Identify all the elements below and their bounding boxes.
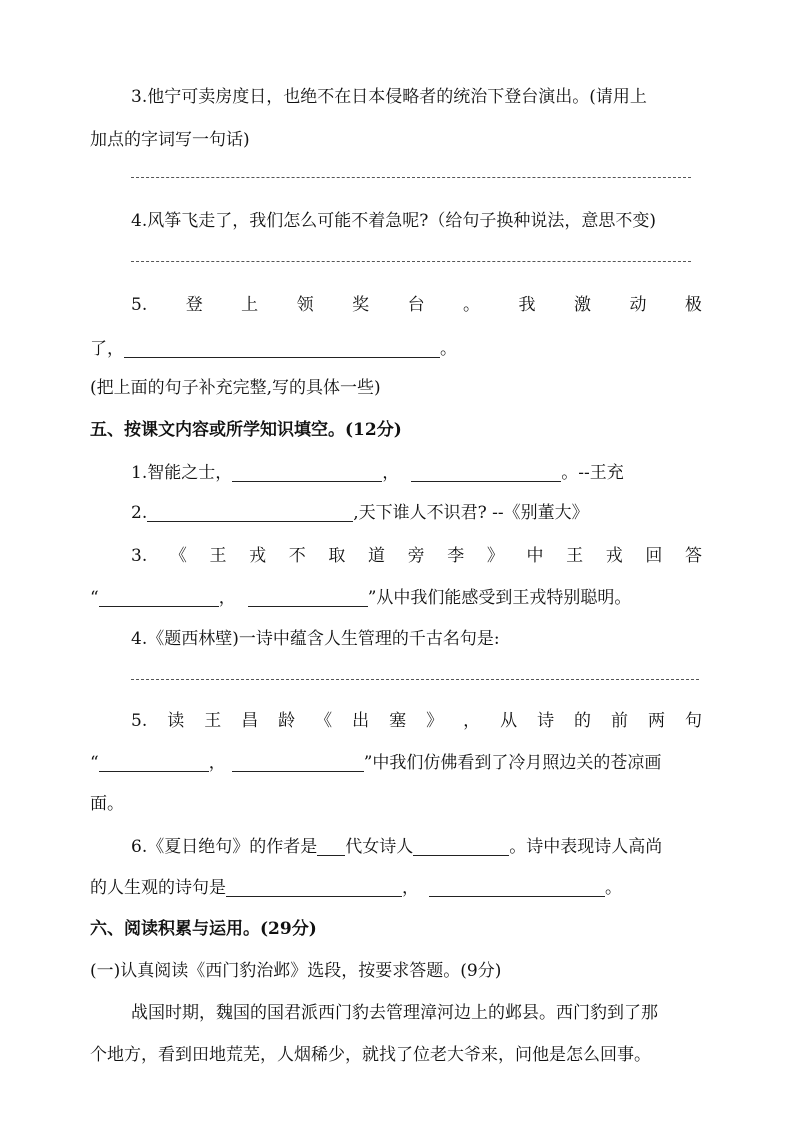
passage-line1: 战国时期，魏国的国君派西门豹去管理漳河边上的邺县。西门豹到了那	[131, 1003, 658, 1023]
s5-i6-blank-a[interactable]	[317, 837, 345, 856]
s5-item4: 4.《题西林壁)一诗中蕴含人生管理的千古名句是:	[131, 629, 500, 649]
q5-blank[interactable]	[124, 339, 440, 358]
s5-i3-blank-a[interactable]	[99, 588, 219, 607]
q5-char: 动	[629, 295, 647, 315]
q3-line2: 加点的字词写一句话)	[90, 130, 250, 150]
section6-title: 六、阅读积累与运用。(29分)	[90, 919, 317, 939]
q5-char: 5.	[131, 295, 148, 315]
s5-item1: 1.智能之士， ， 。--王充	[131, 463, 624, 483]
s5-i1-blank-a[interactable]	[232, 463, 382, 482]
q4-text: 4.风筝飞走了，我们怎么可能不着急呢?（给句子换种说法，意思不变)	[131, 211, 656, 231]
s5-i6-blank-b[interactable]	[413, 837, 509, 856]
passage-line2: 个地方，看到田地荒芜，人烟稀少，就找了位老大爷来，问他是怎么回事。	[90, 1045, 651, 1065]
s5-i3-blank-b[interactable]	[248, 588, 368, 607]
q5-char: 登	[185, 295, 203, 315]
q5-char: 领	[296, 295, 314, 315]
q5-note: (把上面的句子补充完整,写的具体一些)	[90, 378, 381, 398]
section5-title: 五、按课文内容或所学知识填空。(12分)	[90, 420, 402, 440]
section6-subtitle: (一)认真阅读《西门豹治邺》选段，按要求答题。(9分)	[90, 961, 502, 981]
s5-i4-answer-line[interactable]	[131, 679, 699, 680]
s5-item2: 2. ,天下谁人不识君? --《别董大》	[131, 503, 589, 523]
s5-item3-line2: “ ， ”从中我们能感受到王戎特别聪明。	[90, 588, 632, 608]
q5-char: 我	[518, 295, 536, 315]
q5-sentence	[131, 293, 702, 317]
q5-char: 台	[407, 295, 425, 315]
s5-i5-blank-b[interactable]	[232, 753, 364, 772]
q5-char: 奖	[352, 295, 370, 315]
q5-char: 极	[684, 295, 702, 315]
s5-i6-blank-d[interactable]	[429, 878, 605, 897]
s5-i2-blank[interactable]	[147, 503, 353, 522]
q5-char: 。	[463, 295, 481, 315]
q4-answer-line[interactable]	[131, 261, 691, 262]
s5-i1-blank-b[interactable]	[411, 463, 561, 482]
s5-i5-blank-a[interactable]	[99, 753, 209, 772]
s5-item5-line1: 5. 读 王 昌 龄 《 出 塞 》 ， 从 诗 的 前 两 句	[131, 711, 702, 731]
q3-answer-line[interactable]	[131, 177, 691, 178]
q3-line1: 3.他宁可卖房度日，也绝不在日本侵略者的统治下登台演出。(请用上	[131, 87, 647, 107]
s5-item5-line2: “ ， ”中我们仿佛看到了冷月照边关的苍凉画	[90, 753, 662, 773]
q5-char: 激	[573, 295, 591, 315]
s5-i6-blank-c[interactable]	[226, 878, 402, 897]
q5-char: 上	[241, 295, 259, 315]
s5-item6-line2: 的人生观的诗句是 ， 。	[90, 878, 622, 898]
q5-line2: 了， 。	[90, 339, 457, 359]
s5-item6: 6.《夏日绝句》的作者是 代女诗人 。诗中表现诗人高尚	[131, 837, 663, 857]
s5-item3-line1: 3. 《 王 戎 不 取 道 旁 李 》 中 王 戎 回 答	[131, 546, 702, 566]
s5-item5-line3: 面。	[90, 794, 124, 814]
